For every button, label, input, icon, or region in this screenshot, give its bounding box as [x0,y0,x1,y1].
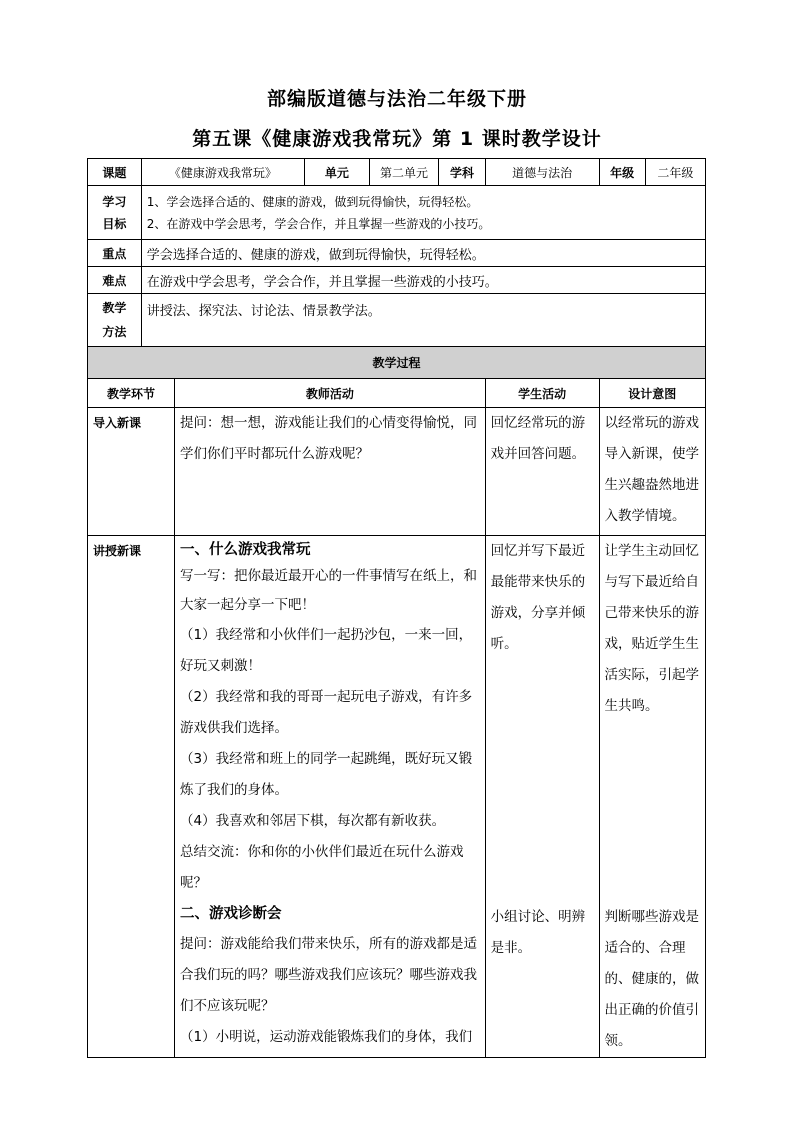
lecture-stage: 讲授新课 [88,536,175,1058]
intro-intent [599,408,705,536]
header-stage: 教学环节 [88,379,175,408]
intro-student [485,408,599,536]
goal-item-1: 1、学会选择合适的、健康的游戏，做到玩得愉快，玩得轻松。 [146,194,479,209]
methods-value: 讲授法、探究法、讨论法、情景教学法。 [141,294,705,347]
methods-label-b: 方法 [102,325,127,339]
lecture-intent [599,536,705,1058]
lecture-intent-2: 判断哪些游戏是适合的、合理的、健康的，做出正确的价值引领。 [604,909,700,1049]
lecture-intent-1: 让学生主动回忆与写下最近给自己带来快乐的游戏，贴近学生生活实际，引起学生共鸣。 [604,543,700,714]
key-value: 学会选择合适的、健康的游戏，做到玩得愉快，玩得轻松。 [141,240,705,267]
intro-intent-text: 以经常玩的游戏导入新课，使学生兴趣盎然地进入教学情境。 [604,415,700,524]
intro-stage: 导入新课 [88,408,175,536]
section1-line-6: 总结交流：你和你的小伙伴们最近在玩什么游戏呢？ [180,844,464,891]
intro-teacher-text: 提问：想一想，游戏能让我们的心情变得愉悦，同学们你们平时都玩什么游戏呢？ [180,415,478,462]
section2-line-1: 提问：游戏能给我们带来快乐，所有的游戏都是适合我们玩的吗？哪些游戏我们应该玩？哪些游戏我们不应该玩呢？ [180,936,478,1014]
intro-row [88,408,706,536]
lesson-title: 第五课《健康游戏我常玩》第 1 课时教学设计 [192,128,602,150]
lecture-student-1: 回忆并写下最近最能带来快乐的游戏，分享并倾听。 [490,543,586,652]
methods-label-a: 教学 [102,301,127,315]
lesson-plan-table [87,158,706,1058]
unit-label: 单元 [305,159,369,186]
topic-value: 《健康游戏我常玩》 [141,159,304,186]
document-title: 部编版道德与法治二年级下册 [266,88,527,110]
subject-value: 道德与法治 [485,159,599,186]
process-title: 教学过程 [88,347,706,379]
section1-line-2: （1）我经常和小伙伴们一起扔沙包，一来一回，好玩又刺激！ [180,627,473,674]
section1-line-3: （2）我经常和我的哥哥一起玩电子游戏，有许多游戏供我们选择。 [180,689,473,736]
header-student: 学生活动 [485,379,599,408]
difficulty-value: 在游戏中学会思考，学会合作，并且掌握一些游戏的小技巧。 [141,267,705,294]
goal-item-2: 2、在游戏中学会思考，学会合作，并且掌握一些游戏的小技巧。 [146,216,491,231]
section2-title: 二、游戏诊断会 [180,906,282,922]
process-title-row [88,347,706,379]
grade-label: 年级 [599,159,645,186]
unit-value: 第二单元 [369,159,439,186]
methods-label [88,294,142,347]
goals-content [141,186,705,240]
goals-label [88,186,142,240]
topic-label: 课题 [88,159,142,186]
intro-teacher [175,408,486,536]
methods-row [88,294,706,347]
grade-value: 二年级 [645,159,705,186]
lecture-student-2: 小组讨论、明辨是非。 [490,909,586,956]
section2-line-2: （1）小明说，运动游戏能锻炼我们的身体，我们 [180,1029,473,1045]
goals-label-b: 目标 [102,216,127,231]
difficulty-label: 难点 [88,267,142,294]
intro-student-text: 回忆经常玩的游戏并回答问题。 [490,415,586,462]
goals-row [88,186,706,240]
process-header-row [88,379,706,408]
section1-line-5: （4）我喜欢和邻居下棋，每次都有新收获。 [180,813,446,829]
section1-line-4: （3）我经常和班上的同学一起跳绳，既好玩又锻炼了我们的身体。 [180,751,473,798]
lecture-row [88,536,706,1058]
key-row [88,240,706,267]
header-intent: 设计意图 [599,379,705,408]
lecture-student [485,536,599,1058]
lecture-teacher [175,536,486,1058]
subject-label: 学科 [439,159,485,186]
header-teacher: 教师活动 [175,379,486,408]
section1-line-1: 写一写：把你最近最开心的一件事情写在纸上，和大家一起分享一下吧！ [180,568,478,613]
key-label: 重点 [88,240,142,267]
info-row [88,159,706,186]
difficulty-row [88,267,706,294]
section1-title: 一、什么游戏我常玩 [180,542,311,558]
goals-label-a: 学习 [102,194,127,209]
